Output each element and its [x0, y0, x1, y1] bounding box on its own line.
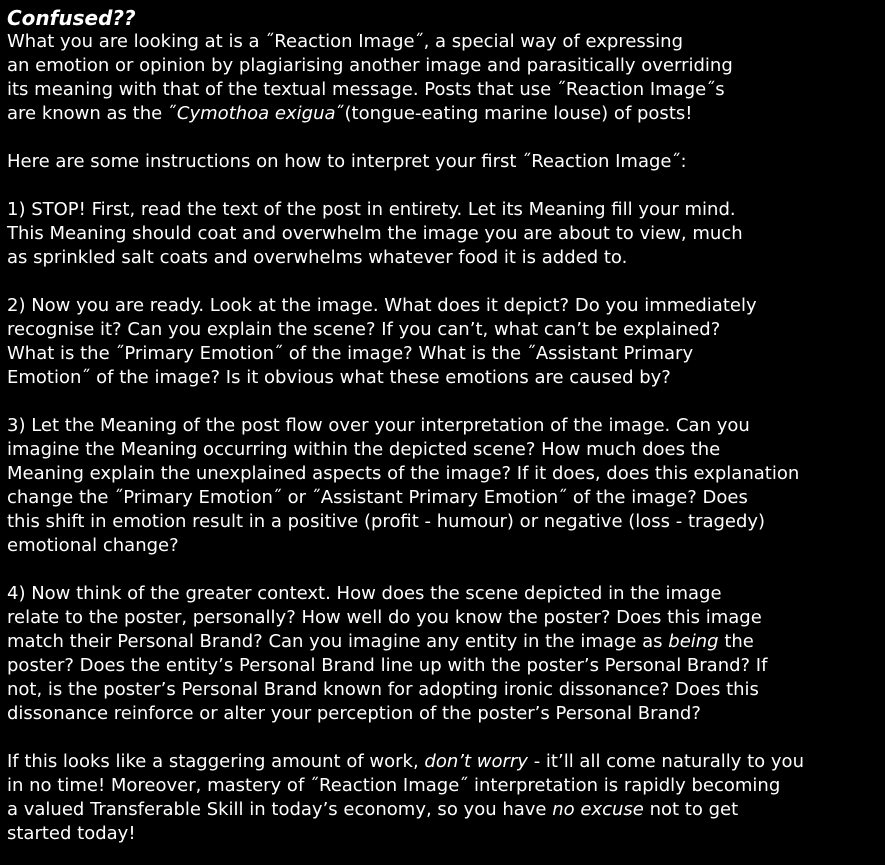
text-line: Meaning explain the unexplained aspects of the image? If it does, does this explanation [7, 463, 800, 484]
text-line: dissonance reinforce or alter your perception of the poster’s Personal Brand? [7, 703, 701, 724]
intro-paragraph [7, 30, 885, 126]
text-line [7, 630, 885, 654]
text-line: Here are some instructions on how to interpret your first ˝Reaction Image˝: [7, 151, 687, 172]
text-fragment: are known as the ˝ [7, 103, 177, 124]
text-line: 3) Let the Meaning of the post flow over your interpretation of the image. Can you [7, 415, 750, 436]
text-line: imagine the Meaning occurring within the depicted scene? How much does the [7, 439, 721, 460]
text-line: 2) Now you are ready. Look at the image. What does it depict? Do you immediately [7, 295, 757, 316]
text-line [7, 102, 885, 126]
text-line: its meaning with that of the textual message. Posts that use ˝Reaction Image˝s [7, 79, 725, 100]
text-line: 4) Now think of the greater context. How does the scene depicted in the image [7, 583, 722, 604]
text-line: emotional change? [7, 535, 179, 556]
text-line [7, 750, 885, 774]
text-fragment: the [718, 631, 754, 652]
species-name: Cymothoa exigua [176, 103, 336, 124]
text-line: Emotion˝ of the image? Is it obvious what these emotions are caused by? [7, 367, 671, 388]
text-line: not, is the poster’s Personal Brand known for adopting ironic dissonance? Does this [7, 679, 759, 700]
step-2-paragraph [7, 294, 885, 390]
text-line: 1) STOP! First, read the text of the post in entirety. Let its Meaning fill your mind. [7, 199, 736, 220]
text-line: change the ˝Primary Emotion˝ or ˝Assistant Primary Emotion˝ of the image? Does [7, 487, 748, 508]
step-4-paragraph [7, 582, 885, 726]
text-line: What you are looking at is a ˝Reaction Image˝, a special way of expressing [7, 31, 684, 52]
text-fragment: match their Personal Brand? Can you imagine any entity in the image as [7, 631, 669, 652]
text-line: an emotion or opinion by plagiarising another image and parasitically overriding [7, 55, 733, 76]
text-fragment: not to get [643, 799, 739, 820]
text-fragment: If this looks like a staggering amount of work, [7, 751, 425, 772]
document-title: Confused?? [7, 6, 136, 30]
instructions-heading [7, 150, 885, 174]
text-line: This Meaning should coat and overwhelm the image you are about to view, much [7, 223, 743, 244]
text-line: What is the ˝Primary Emotion˝ of the image? What is the ˝Assistant Primary [7, 343, 694, 364]
text-line: poster? Does the entity’s Personal Brand line up with the poster’s Personal Brand? If [7, 655, 768, 676]
text-line [7, 798, 885, 822]
emphasis-text: being [668, 631, 719, 652]
text-line: in no time! Moreover, mastery of ˝Reaction Image˝ interpretation is rapidly becoming [7, 775, 781, 796]
emphasis-text: don’t worry [424, 751, 528, 772]
text-line: recognise it? Can you explain the scene? If you can’t, what can’t be explained? [7, 319, 721, 340]
text-fragment: a valued Transferable Skill in today’s economy, so you have [7, 799, 553, 820]
step-3-paragraph [7, 414, 885, 558]
emphasis-text: no excuse [552, 799, 644, 820]
text-line: started today! [7, 823, 136, 844]
text-fragment: - it’ll all come naturally to you [527, 751, 804, 772]
text-line: as sprinkled salt coats and overwhelms whatever food it is added to. [7, 247, 628, 268]
step-1-paragraph [7, 198, 885, 270]
closing-paragraph [7, 750, 885, 846]
text-line: relate to the poster, personally? How well do you know the poster? Does this image [7, 607, 762, 628]
text-line: this shift in emotion result in a positive (profit - humour) or negative (loss - tragedy) [7, 511, 766, 532]
text-fragment: ˝(tongue-eating marine louse) of posts! [335, 103, 693, 124]
